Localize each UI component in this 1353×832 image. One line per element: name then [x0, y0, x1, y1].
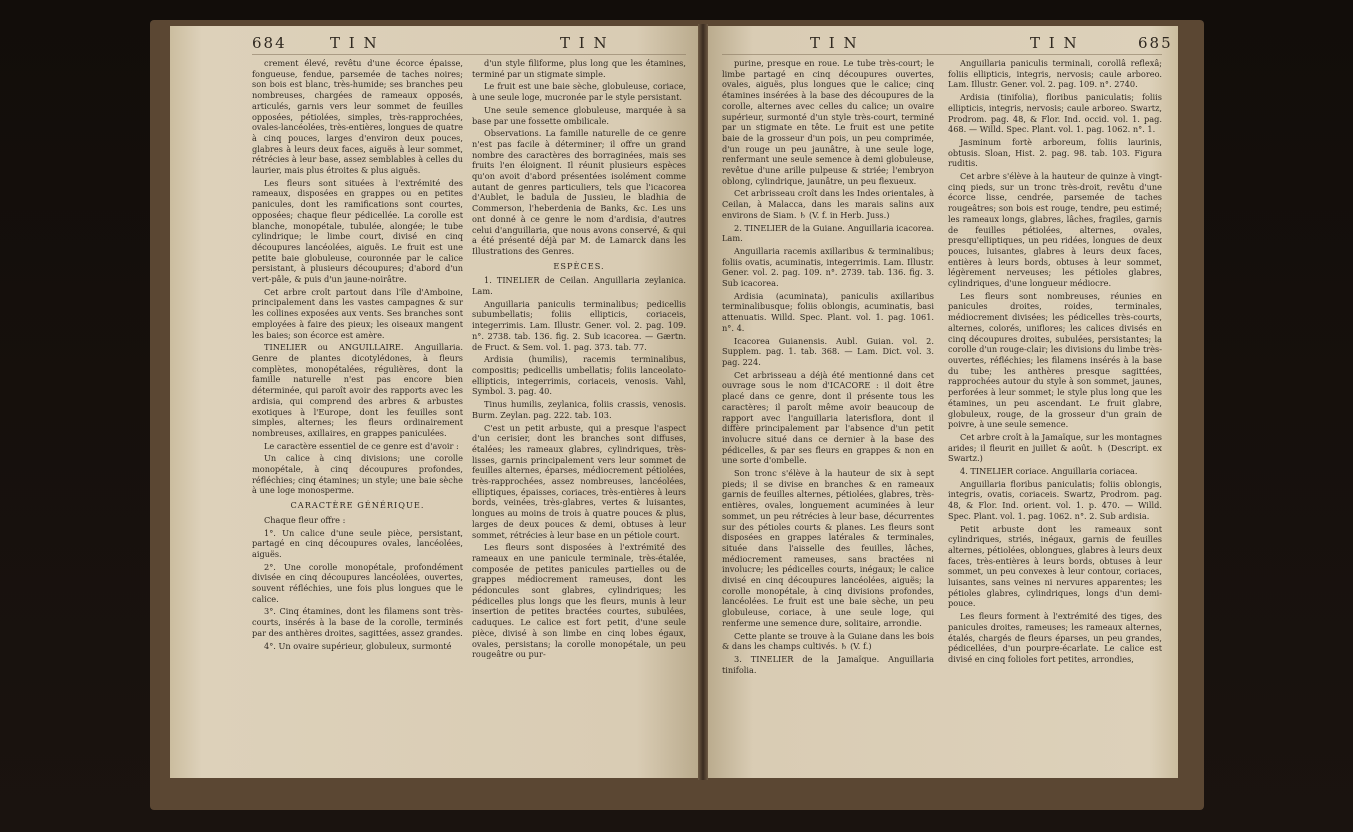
paragraph: Anguillaria floribus paniculatis; foliis oblongis, integris, ovatis, coriaceis. Swartz, Prodrom. pag. 48, & Flor. Ind. orient. vol. 1. p. 470. — Willd. Spec. Plant. vol. 1. pag. 1062. n°. 2. Sub ardisia. — [948, 478, 1162, 521]
paragraph: Anguillaria racemis axillaribus & terminalibus; foliis ovatis, acuminatis, integerrimis. Lam. Illustr. Gener. vol. 2. pag. 109. n°. 2739. tab. 136. fig. 3. Sub icacorea. — [722, 245, 934, 289]
paragraph: Cet arbre croît à la Jamaïque, sur les montagnes arides; il fleurit en juillet & août. ♄ (Descript. ex Swartz.) — [948, 431, 1162, 464]
paragraph: Son tronc s'élève à la hauteur de six à sept pieds; il se divise en branches & en rameaux garnis de feuilles alternes, pétiolées, glabres, très-entières, ovales, longuement acuminées à leur sommet, un peu rétrécies à leur base, décurrentes sur des pétioles courts & planes. Les fleurs sont disposées en grappes latérales & terminales, située dans l'aisselle des feuilles, lâches, médiocrement rameuses, sans bractées ni involucre; les pédicelles courts, inégaux; le calice divisé en cinq découpures lancéolées, aiguës; la corolle monopétale, à cinq divisions profondes, lancéolées. Le fruit est une baie sèche, un peu globuleuse, coriace, à une seule loge, qui renferme une semence dure, solitaire, arrondie. — [722, 468, 934, 628]
paragraph: Chaque fleur offre : — [264, 514, 346, 525]
paragraph: Icacorea Guianensis. Aubl. Guian. vol. 2. Supplem. pag. 1. tab. 368. — Lam. Dict. vol. 3. pag. 224. — [722, 335, 934, 367]
paragraph: Une seule semence globuleuse, marquée à sa base par une fossette ombilicale. — [472, 104, 686, 126]
paragraph: 4. TINELIER coriace. Anguillaria coriacea. — [960, 466, 1138, 477]
paragraph: Observations. La famille naturelle de ce genre n'est pas facile à déterminer; il offre un grand nombre des caractères des borraginées, mais ses fruits l'en éloignent. Il réunit plusieurs espèces qu'on avoit d'abord présentées isolément comme autant de genres particuliers, tels que l'icacorea d'Aublet, le badula de Jussieu, le bladhia de Commerson, l'heberdenia de Banks, &c. Les uns ont donné à ce genre le nom d'ardisia, d'autres celui d'anguillaria, que nous avons conservé, & qui a été présenté déjà par M. de Lamarck dans les Illustrations des Genres. — [472, 128, 686, 256]
paragraph: Le caractère essentiel de ce genre est d'avoir : — [264, 440, 459, 451]
paragraph: Petit arbuste dont les rameaux sont cylindriques, striés, inégaux, garnis de feuilles alternes, pétiolées, oblongues, glabres à leurs deux faces, très-entières à leurs bords, obtuses à leur sommet, un peu convexes à leur contour, coriaces, luisantes, sans veines ni nervures apparentes; les pétioles glabres, cylindriques, longs d'un demi-pouce. — [948, 523, 1162, 609]
paragraph: Cet arbrisseau a déjà été mentionné dans cet ouvrage sous le nom d'ICACORE : il doit être placé dans ce genre, dont il présente tous les caractères; il paroît même avoir beaucoup de rapport avec l'anguillaria laterisflora, dont il diffère principalement par l'absence d'un petit involucre situé dans ce dernier à la base des pédicelles, & par ses fleurs en grappes & non en une sorte d'ombelle. — [722, 369, 934, 466]
paragraph: Anguillaria paniculis terminali, corollâ reflexâ; foliis ellipticis, integris, nervosis; caule arboreo. Lam. Illustr. Gener. vol. 2. pag. 109. n°. 2740. — [948, 58, 1162, 90]
paragraph: Cet arbre s'élève à la hauteur de quinze à vingt-cinq pieds, sur un tronc très-droit, revêtu d'une écorce lisse, cendrée, parsemée de taches rougeâtres; son bois est rouge, tendre, peu estimé; les rameaux longs, glabres, lâches, fragiles, garnis de feuilles pétiolées, alternes, ovales, presqu'elliptiques, un peu ridées, longues de deux pouces, luisantes, glabres à leurs deux faces, entières à leurs bords, obtuses à leur sommet, légèrement nerveuses; les pétioles glabres, cylindriques, d'une longueur médiocre. — [948, 171, 1162, 289]
paragraph: Les fleurs forment à l'extrémité des tiges, des panicules droites, rameuses; les rameaux alternes, étalés, chargés de fleurs éparses, un peu grandes, pédicellées, d'un pourpre-écarlate. Le calice est divisé en cinq folioles fort petites, arrondies, — [948, 611, 1162, 664]
left-head-rule — [252, 54, 686, 55]
right-head-rule — [722, 54, 1162, 55]
paragraph: 3°. Cinq étamines, dont les filamens sont très-courts, insérés à la base de la corolle, terminés par des anthères droites, sagittées, assez grandes. — [252, 606, 463, 638]
paragraph: 3. TINELIER de la Jamaïque. Anguillaria tinifolia. — [722, 653, 934, 675]
left-page-number: 684 — [252, 34, 287, 52]
paragraph: d'un style filiforme, plus long que les étamines, terminé par un stigmate simple. — [472, 58, 686, 79]
right-running-head-2: T I N — [1030, 34, 1079, 52]
paragraph: Ardisia (acuminata), paniculis axillaribus terminalibusque; foliis oblongis, acuminatis, basi attenuatis. Willd. Spec. Plant. vol. 1. pag. 1061. n°. 4. — [722, 290, 934, 333]
paragraph: Le fruit est une baie sèche, globuleuse, coriace, à une seule loge, mucronée par le style persistant. — [472, 81, 686, 103]
paragraph: Ardisia (humilis), racemis terminalibus, compositis; pedicellis umbellatis; foliis lanceolato-ellipticis, integerrimis, coriaceis, venosis. Vahl, Symbol. 3. pag. 40. — [472, 354, 686, 397]
paragraph: 4°. Un ovaire supérieur, globuleux, surmonté — [264, 640, 452, 651]
paragraph: TINELIER ou ANGUILLAIRE. Anguillaria. Genre de plantes dicotylédones, à fleurs complètes, monopétalées, régulières, dont la famille naturelle n'est pas encore bien déterminée, qui paroît avoir des rapports avec les ardisia, qui comprend des arbres & arbustes exotiques à l'Europe, dont les feuilles sont simples, alternes; les fleurs ordinairement nombreuses, axillaires, en grappes paniculées. — [252, 342, 463, 438]
paragraph: 1°. Un calice d'une seule pièce, persistant, partagé en cinq découpures ovales, lancéolées, aiguës. — [252, 527, 463, 559]
right-column-2 — [948, 58, 1162, 667]
paragraph: Cette plante se trouve à la Guiane dans les bois & dans les champs cultivés. ♄ (V. f.) — [722, 630, 934, 652]
paragraph: Cet arbre croît partout dans l'île d'Amboine, principalement dans les vastes campagnes & sur les collines exposées aux vents. Ses branches sont employées à faire des pieux; les oiseaux mangent les baies; son écorce est amère. — [252, 286, 463, 340]
paragraph: 1. TINELIER de Ceilan. Anguillaria zeylanica. Lam. — [472, 275, 686, 297]
paragraph: Jasminum fortè arboreum, foliis laurinis, obtusis. Sloan, Hist. 2. pag. 98. tab. 103. Figura ruditis. — [948, 136, 1162, 169]
paragraph: Un calice à cinq divisions; une corolle monopétale, à cinq découpures profondes, réfléchies; cinq étamines; un style; une baie sèche à une loge monosperme. — [252, 453, 463, 496]
paragraph: crement élevé, revêtu d'une écorce épaisse, fongueuse, fendue, parsemée de taches noires; son bois est blanc, très-humide; ses branches peu nombreuses, chargées de rameaux opposés, articulés, garnis vers leur sommet de feuilles opposées, pétiolées, simples, très-rapprochées, ovales-lancéolées, très-entières, longues de quatre à cinq pouces, larges d'environ deux pouces, glabres à leurs deux faces, aiguës à leur sommet, rétrécies à leur base, assez semblables à celles du laurier, mais plus étroites & plus aiguës. — [252, 58, 463, 176]
left-running-head-1: T I N — [330, 34, 379, 52]
book-gutter — [698, 24, 708, 780]
left-column-1 — [252, 58, 463, 653]
left-column-2 — [472, 58, 686, 662]
paragraph: Tinus humilis, zeylanica, foliis crassis, venosis. Burm. Zeylan. pag. 222. tab. 103. — [472, 399, 686, 420]
paragraph: purine, presque en roue. Le tube très-court; le limbe partagé en cinq découpures ouvertes, ovales, aiguës, plus longues que le calice; cinq étamines insérées à la base des découpures de la corolle, alternes avec celles du calice; un ovaire supérieur, surmonté d'un style très-court, terminé par un stigmate en tête. Le fruit est une petite baie de la grosseur d'un pois, un peu comprimée, d'un rouge un peu jaunâtre, à une seule loge, renfermant une seule semence à demi globuleuse, revêtue d'une arille pulpeuse & striée; l'embryon oblong, cylindrique, jaunâtre, un peu flexueux. — [722, 58, 934, 186]
paragraph: Anguillaria paniculis terminalibus; pedicellis subumbellatis; foliis ellipticis, coriaceis, integerrimis. Lam. Illustr. Gener. vol. 2. pag. 109. n°. 2738. tab. 136. fig. 2. Sub icacorea. — Gærtn. de Fruct. & Sem. vol. 1. pag. 373. tab. 77. — [472, 298, 686, 352]
paragraph: CARACTÈRE GÉNÉRIQUE. — [290, 500, 425, 511]
paragraph: 2°. Une corolle monopétale, profondément divisée en cinq découpures lancéolées, ouvertes, souvent réfléchies, une fois plus longues que le calice. — [252, 561, 463, 604]
paragraph: Cet arbrisseau croît dans les Indes orientales, à Ceilan, à Malacca, dans les marais salins aux environs de Siam. ♄ (V. f. in Herb. Juss.) — [722, 188, 934, 220]
paragraph: Les fleurs sont nombreuses, réunies en panicules droites, roides, terminales, médiocrement divisées; les pédicelles très-courts, alternes, colorés, uniflores; les calices divisés en cinq découpures droites, subulées, persistantes; la corolle d'un rouge-clair; les divisions du limbe très-ouvertes, réfléchies; les filamens insérés à la base du tube; les anthères presque sagittées, rapprochées autour du style à son sommet, jaunes, perforées à leur sommet; le style plus long que les étamines, un peu ascendant. Le fruit glabre, globuleux, rouge, de la grosseur d'un grain de poivre, à une seule semence. — [948, 290, 1162, 430]
paragraph: Les fleurs sont situées à l'extrémité des rameaux, disposées en grappes ou en petites panicules, dont les ramifications sont courtes, opposées; chaque fleur pédicellée. La corolle est blanche, monopétale, tubulée, alongée; le tube cylindrique; le limbe court, divisé en cinq découpures lancéolées, aiguës. Le fruit est une petite baie globuleuse, couronnée par le calice persistant, à plusieurs découpures; d'abord d'un vert-pâle, & puis d'un jaune-noirâtre. — [252, 177, 463, 285]
paragraph: ESPÈCES. — [553, 260, 605, 271]
right-page-number: 685 — [1138, 34, 1173, 52]
paragraph: Ardisia (tinifolia), floribus paniculatis; foliis ellipticis, integris, nervosis; caule arboreo. Swartz, Prodrom. pag. 48, & Flor. Ind. occid. vol. 1. pag. 468. — Willd. Spec. Plant. vol. 1. pag. 1062. n°. 1. — [948, 92, 1162, 135]
right-column-1 — [722, 58, 934, 677]
right-running-head-1: T I N — [810, 34, 859, 52]
left-running-head-2: T I N — [560, 34, 609, 52]
paragraph: C'est un petit arbuste, qui a presque l'aspect d'un cerisier, dont les branches sont diffuses, étalées; les rameaux glabres, cylindriques, très-lisses, garnis principalement vers leur sommet de feuilles alternes, éparses, médiocrement pétiolées, très-rapprochées, assez nombreuses, lancéolées, elliptiques, épaisses, coriaces, très-entières à leurs bords, veinées, très-glabres, vertes & luisantes, longues au moins de trois à quatre pouces & plus, larges de deux pouces & demi, obtuses à leur sommet, rétrécies à leur base en un pétiole court. — [472, 422, 686, 540]
paragraph: 2. TINELIER de la Guiane. Anguillaria icacorea. Lam. — [722, 222, 934, 244]
paragraph: Les fleurs sont disposées à l'extrémité des rameaux en une panicule terminale, très-étalée, composée de petites panicules partielles ou de grappes médiocrement rameuses, dont les pédoncules sont glabres, cylindriques; les pédicelles plus longs que les fleurs, munis à leur insertion de petites bractées courtes, subulées, caduques. Le calice est fort petit, d'une seule pièce, divisé à son limbe en cinq lobes égaux, ovales, persistans; la corolle monopétale, un peu rougeâtre ou pur- — [472, 542, 686, 660]
